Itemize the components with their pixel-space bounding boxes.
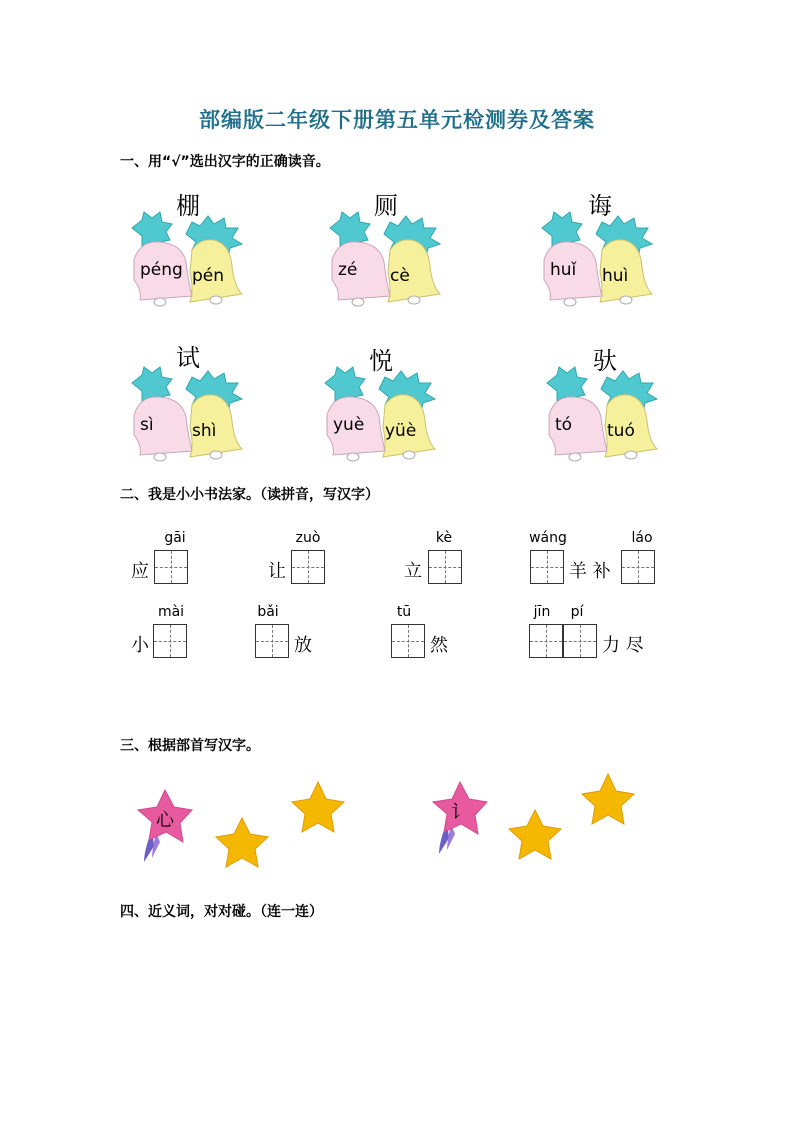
pinyin-option-yellow[interactable]: shì [192, 421, 217, 441]
pinyin-label: mài [157, 604, 185, 620]
writing-box[interactable] [563, 624, 597, 658]
given-char: 应 [131, 561, 149, 582]
pinyin-label: tū [396, 604, 412, 620]
given-char: 力 尽 [602, 635, 644, 656]
writing-box[interactable] [529, 624, 563, 658]
target-char: 悦 [369, 347, 393, 375]
target-char: 驮 [593, 347, 617, 375]
writing-box[interactable] [428, 550, 462, 584]
pinyin-label: wáng [529, 530, 567, 546]
pinyin-option-yellow[interactable]: tuó [607, 421, 635, 441]
section-2-heading: 二、我是小小书法家。（读拼音，写汉字） [120, 487, 379, 503]
gold-star-icon [509, 810, 561, 859]
pinyin-label: bǎi [257, 604, 279, 620]
pinyin-label: láo [631, 530, 653, 546]
pinyin-option-pink[interactable]: zé [338, 260, 358, 280]
given-char: 小 [131, 635, 149, 656]
writing-box[interactable] [621, 550, 655, 584]
given-char: 让 [268, 561, 286, 582]
page-title: 部编版二年级下册第五单元检测券及答案 [199, 108, 595, 132]
writing-box[interactable] [255, 624, 289, 658]
pinyin-option-pink[interactable]: péng [140, 260, 183, 280]
pinyin-option-yellow[interactable]: yüè [385, 421, 417, 441]
gold-star-icon [582, 774, 634, 824]
pinyin-option-pink[interactable]: tó [555, 415, 573, 435]
pinyin-label: zuò [295, 530, 321, 546]
section-4-heading: 四、近义词，对对碰。（连一连） [120, 904, 323, 920]
pinyin-label: jīn [533, 604, 551, 620]
pinyin-option-pink[interactable]: yuè [333, 415, 365, 435]
target-char: 棚 [176, 192, 200, 220]
writing-box[interactable] [154, 550, 188, 584]
gold-star-icon [292, 782, 344, 832]
pinyin-option-pink[interactable]: sì [140, 415, 154, 435]
writing-box[interactable] [391, 624, 425, 658]
given-char: 然 [430, 635, 448, 656]
pinyin-option-yellow[interactable]: cè [390, 266, 410, 286]
target-char: 试 [176, 344, 200, 372]
target-char: 诲 [588, 192, 612, 220]
radical-label: 心 [156, 810, 174, 831]
pinyin-label: pí [570, 604, 584, 620]
pinyin-option-yellow[interactable]: pén [192, 266, 225, 286]
section-1-heading: 一、用“√”选出汉字的正确读音。 [120, 154, 330, 170]
given-char: 羊 补 [569, 561, 611, 582]
given-char: 立 [404, 561, 422, 582]
pinyin-option-yellow[interactable]: huì [602, 266, 629, 286]
radical-label: 讠 [451, 802, 469, 823]
writing-box[interactable] [530, 550, 564, 584]
pinyin-option-pink[interactable]: huǐ [550, 260, 577, 280]
given-char: 放 [294, 635, 312, 656]
target-char: 厕 [374, 192, 398, 220]
gold-star-icon [216, 818, 268, 867]
section-3-heading: 三、根据部首写汉字。 [120, 738, 260, 754]
writing-box[interactable] [291, 550, 325, 584]
writing-box[interactable] [153, 624, 187, 658]
pinyin-label: gāi [164, 530, 186, 546]
pinyin-label: kè [435, 530, 453, 546]
